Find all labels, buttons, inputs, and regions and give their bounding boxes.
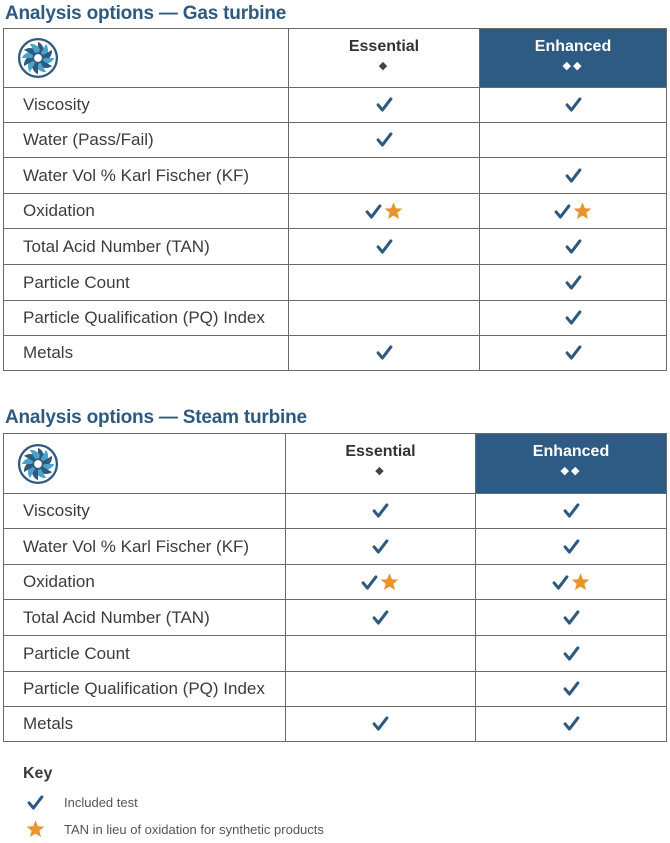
table-row	[4, 672, 667, 707]
test-name: Particle Count	[4, 636, 286, 672]
check-icon	[376, 238, 393, 255]
check-icon	[563, 538, 580, 555]
enhanced-cell	[476, 636, 667, 672]
essential-cell	[289, 88, 480, 123]
star-icon	[572, 201, 593, 221]
enhanced-cell	[476, 494, 667, 529]
key-title: Key	[23, 765, 53, 782]
enhanced-label: Enhanced	[532, 443, 610, 460]
essential-label: Essential	[345, 443, 416, 460]
enhanced-cell	[480, 336, 667, 371]
table-row	[4, 123, 667, 158]
check-icon	[361, 574, 378, 591]
test-name: Total Acid Number (TAN)	[4, 600, 286, 636]
enhanced-cell	[476, 707, 667, 742]
diamond-icon: ◆	[375, 465, 386, 477]
essential-cell	[289, 336, 480, 371]
essential-column-header	[289, 29, 480, 88]
check-icon	[565, 96, 582, 113]
enhanced-cell	[480, 301, 667, 336]
check-icon	[565, 344, 582, 361]
check-icon	[365, 203, 382, 220]
table-row	[4, 301, 667, 336]
essential-cell	[289, 194, 480, 229]
gas-turbine-table	[3, 28, 667, 371]
double-diamond-icon: ◆◆	[560, 465, 582, 477]
enhanced-cell	[476, 672, 667, 707]
logo-cell	[4, 434, 286, 494]
enhanced-label: Enhanced	[534, 38, 612, 55]
table-row	[4, 707, 667, 742]
essential-cell	[286, 636, 476, 672]
key-item-included	[22, 791, 138, 813]
enhanced-cell	[480, 88, 667, 123]
table-row	[4, 88, 667, 123]
test-name: Viscosity	[4, 88, 289, 123]
test-name: Water Vol % Karl Fischer (KF)	[4, 158, 289, 194]
test-name: Metals	[4, 707, 286, 742]
turbine-wheel-icon	[4, 443, 285, 485]
check-icon	[376, 96, 393, 113]
check-icon	[372, 609, 389, 626]
test-name: Viscosity	[4, 494, 286, 529]
star-icon	[383, 201, 404, 221]
check-icon	[376, 131, 393, 148]
enhanced-cell	[480, 194, 667, 229]
test-name: Oxidation	[4, 194, 289, 229]
check-icon	[372, 715, 389, 732]
essential-label: Essential	[348, 38, 420, 55]
essential-cell	[286, 600, 476, 636]
test-name: Metals	[4, 336, 289, 371]
gas-section-title: Analysis options — Gas turbine	[5, 3, 287, 24]
enhanced-cell	[480, 265, 667, 301]
check-icon	[563, 715, 580, 732]
key-item-tan	[22, 818, 324, 840]
steam-section-title: Analysis options — Steam turbine	[5, 407, 307, 428]
diamond-icon: ◆	[378, 60, 390, 72]
test-name: Oxidation	[4, 565, 286, 600]
table-row	[4, 229, 667, 265]
table-row	[4, 600, 667, 636]
table-row	[4, 336, 667, 371]
table-row	[4, 194, 667, 229]
essential-cell	[289, 123, 480, 158]
table-row	[4, 265, 667, 301]
check-icon	[565, 309, 582, 326]
test-name: Total Acid Number (TAN)	[4, 229, 289, 265]
key-text: Included test	[64, 794, 138, 810]
essential-cell	[286, 494, 476, 529]
check-icon	[563, 609, 580, 626]
check-icon	[565, 238, 582, 255]
steam-turbine-table	[3, 433, 667, 742]
check-icon	[552, 574, 569, 591]
test-name: Water (Pass/Fail)	[4, 123, 289, 158]
essential-cell	[286, 565, 476, 600]
turbine-wheel-icon	[4, 37, 288, 79]
check-icon	[372, 538, 389, 555]
enhanced-cell	[480, 229, 667, 265]
check-icon	[22, 794, 48, 811]
check-icon	[554, 203, 571, 220]
star-icon	[379, 572, 400, 592]
check-icon	[565, 167, 582, 184]
enhanced-cell	[480, 158, 667, 194]
check-icon	[376, 344, 393, 361]
enhanced-cell	[476, 529, 667, 565]
check-icon	[565, 274, 582, 291]
essential-cell	[286, 529, 476, 565]
essential-cell	[286, 707, 476, 742]
test-name: Particle Qualification (PQ) Index	[4, 301, 289, 336]
key-text: TAN in lieu of oxidation for synthetic products	[64, 821, 324, 837]
check-icon	[563, 645, 580, 662]
check-icon	[372, 502, 389, 519]
star-icon	[22, 819, 48, 839]
table-row	[4, 494, 667, 529]
essential-cell	[289, 265, 480, 301]
enhanced-column-header	[476, 434, 667, 494]
enhanced-cell	[476, 600, 667, 636]
enhanced-column-header	[480, 29, 667, 88]
essential-column-header	[286, 434, 476, 494]
table-row	[4, 529, 667, 565]
table-header-row	[4, 434, 667, 494]
essential-cell	[289, 158, 480, 194]
test-name: Water Vol % Karl Fischer (KF)	[4, 529, 286, 565]
check-icon	[563, 502, 580, 519]
test-name: Particle Qualification (PQ) Index	[4, 672, 286, 707]
enhanced-cell	[480, 123, 667, 158]
enhanced-cell	[476, 565, 667, 600]
table-row	[4, 565, 667, 600]
star-icon	[570, 572, 591, 592]
essential-cell	[289, 301, 480, 336]
test-name: Particle Count	[4, 265, 289, 301]
essential-cell	[289, 229, 480, 265]
table-header-row	[4, 29, 667, 88]
table-row	[4, 158, 667, 194]
check-icon	[563, 680, 580, 697]
logo-cell	[4, 29, 289, 88]
double-diamond-icon: ◆◆	[562, 60, 584, 72]
essential-cell	[286, 672, 476, 707]
table-row	[4, 636, 667, 672]
